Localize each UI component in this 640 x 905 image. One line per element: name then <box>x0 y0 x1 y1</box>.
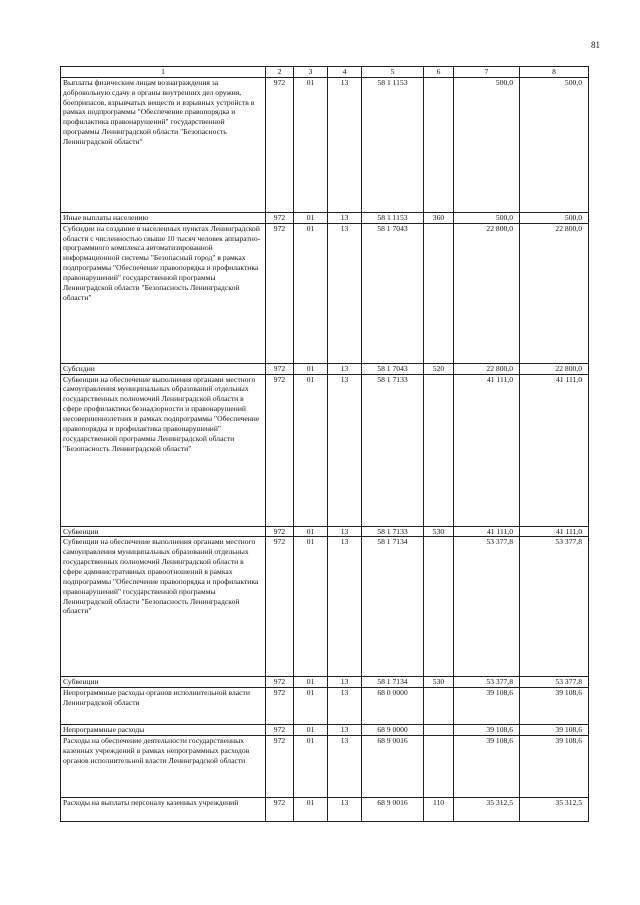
header-col-3: 3 <box>294 67 328 78</box>
row-target-article: 68 9 0016 <box>362 736 424 798</box>
row-expense-type: 360 <box>424 212 454 223</box>
row-ministry-code: 972 <box>266 223 294 363</box>
row-description: Субвенции <box>61 677 266 688</box>
row-amount-1: 22 800,0 <box>454 223 520 363</box>
table-row <box>61 526 589 537</box>
header-col-2: 2 <box>266 67 294 78</box>
row-description: Субвенции на обеспечение выполнения органами местного самоуправления муниципальных образований отдельных государственных полномочий Ленинградской области в сфере профилактики безнадзорности и правонарушений несовершеннолетних в рамках подпрограммы "Обеспечение правопорядка и профилактика правонарушений" государственной программы Ленинградской области "Безопасность Ленинградской области" <box>61 374 266 526</box>
row-ministry-code: 972 <box>266 798 294 822</box>
row-description: Выплаты физическим лицам вознаграждения за добровольную сдачу в органы внутренних дел оружия, боеприпасов, взрывчатых веществ и взрывных устройств в рамках подпрограммы "Обеспечение правопорядка и профилактика правонарушений" государственной программы Ленинградской области "Безопасность Ленинградской области" <box>61 77 266 212</box>
row-amount-1: 53 377,8 <box>454 677 520 688</box>
table-row <box>61 223 589 363</box>
page-number: 81 <box>591 40 600 50</box>
row-amount-2: 500,0 <box>520 77 589 212</box>
row-target-article: 58 1 7134 <box>362 677 424 688</box>
table-row <box>61 725 589 736</box>
table-row <box>61 77 589 212</box>
row-subsection-code: 13 <box>328 798 362 822</box>
row-amount-2: 53 377,8 <box>520 537 589 677</box>
row-expense-type <box>424 77 454 212</box>
header-col-1: 1 <box>61 67 266 78</box>
row-expense-type <box>424 725 454 736</box>
table-row <box>61 374 589 526</box>
row-section-code: 01 <box>294 526 328 537</box>
row-ministry-code: 972 <box>266 736 294 798</box>
row-subsection-code: 13 <box>328 212 362 223</box>
row-amount-1: 22 800,0 <box>454 363 520 374</box>
row-subsection-code: 13 <box>328 725 362 736</box>
row-expense-type <box>424 537 454 677</box>
budget-table <box>60 66 589 822</box>
row-section-code: 01 <box>294 688 328 725</box>
row-subsection-code: 13 <box>328 77 362 212</box>
row-amount-2: 35 312,5 <box>520 798 589 822</box>
row-subsection-code: 13 <box>328 363 362 374</box>
row-amount-2: 39 108,6 <box>520 736 589 798</box>
row-amount-1: 500,0 <box>454 212 520 223</box>
row-ministry-code: 972 <box>266 725 294 736</box>
table-row <box>61 363 589 374</box>
row-description: Расходы на обеспечение деятельности государственных казенных учреждений в рамках непрограммных расходов органов исполнительной власти Ленинградской области <box>61 736 266 798</box>
row-subsection-code: 13 <box>328 374 362 526</box>
row-amount-1: 39 108,6 <box>454 688 520 725</box>
row-section-code: 01 <box>294 537 328 677</box>
row-target-article: 58 1 1153 <box>362 77 424 212</box>
row-ministry-code: 972 <box>266 374 294 526</box>
row-expense-type: 530 <box>424 526 454 537</box>
row-amount-1: 35 312,5 <box>454 798 520 822</box>
row-subsection-code: 13 <box>328 688 362 725</box>
row-description: Субвенции <box>61 526 266 537</box>
table-row <box>61 736 589 798</box>
row-amount-1: 500,0 <box>454 77 520 212</box>
row-subsection-code: 13 <box>328 677 362 688</box>
row-expense-type: 520 <box>424 363 454 374</box>
row-target-article: 58 1 7133 <box>362 526 424 537</box>
row-expense-type <box>424 688 454 725</box>
row-target-article: 58 1 1153 <box>362 212 424 223</box>
row-description: Субсидии <box>61 363 266 374</box>
row-section-code: 01 <box>294 736 328 798</box>
row-description: Субвенции на обеспечение выполнения органами местного самоуправления муниципальных образований отдельных государственных полномочий Ленинградской области в сфере административных правоотношений в рамках подпрограммы "Обеспечение правопорядка и профилактика правонарушений" государственной программы Ленинградской области "Безопасность Ленинградской области" <box>61 537 266 677</box>
row-subsection-code: 13 <box>328 526 362 537</box>
row-target-article: 58 1 7134 <box>362 537 424 677</box>
row-amount-1: 41 111,0 <box>454 526 520 537</box>
row-amount-2: 53 377,8 <box>520 677 589 688</box>
row-amount-2: 22 800,0 <box>520 223 589 363</box>
table-row <box>61 798 589 822</box>
row-section-code: 01 <box>294 363 328 374</box>
row-amount-2: 39 108,6 <box>520 688 589 725</box>
table-row <box>61 537 589 677</box>
row-expense-type <box>424 736 454 798</box>
row-target-article: 68 0 0000 <box>362 688 424 725</box>
row-expense-type: 110 <box>424 798 454 822</box>
table-row <box>61 688 589 725</box>
row-subsection-code: 13 <box>328 736 362 798</box>
row-target-article: 58 1 7043 <box>362 363 424 374</box>
row-amount-1: 53 377,8 <box>454 537 520 677</box>
row-amount-2: 39 108,6 <box>520 725 589 736</box>
row-expense-type <box>424 223 454 363</box>
table-row <box>61 677 589 688</box>
row-subsection-code: 13 <box>328 223 362 363</box>
row-amount-1: 41 111,0 <box>454 374 520 526</box>
row-ministry-code: 972 <box>266 526 294 537</box>
row-section-code: 01 <box>294 677 328 688</box>
table-row <box>61 212 589 223</box>
row-section-code: 01 <box>294 374 328 526</box>
row-section-code: 01 <box>294 725 328 736</box>
row-amount-2: 22 800,0 <box>520 363 589 374</box>
row-ministry-code: 972 <box>266 363 294 374</box>
row-target-article: 68 9 0016 <box>362 798 424 822</box>
row-ministry-code: 972 <box>266 688 294 725</box>
row-description: Расходы на выплаты персоналу казенных учреждений <box>61 798 266 822</box>
row-target-article: 58 1 7133 <box>362 374 424 526</box>
row-amount-2: 41 111,0 <box>520 374 589 526</box>
row-amount-2: 41 111,0 <box>520 526 589 537</box>
row-section-code: 01 <box>294 77 328 212</box>
row-amount-2: 500,0 <box>520 212 589 223</box>
row-section-code: 01 <box>294 212 328 223</box>
row-description: Иные выплаты населению <box>61 212 266 223</box>
row-subsection-code: 13 <box>328 537 362 677</box>
row-target-article: 68 9 0000 <box>362 725 424 736</box>
row-description: Непрограммные расходы органов исполнительной власти Ленинградской области <box>61 688 266 725</box>
row-section-code: 01 <box>294 798 328 822</box>
row-amount-1: 39 108,6 <box>454 725 520 736</box>
row-ministry-code: 972 <box>266 212 294 223</box>
row-target-article: 58 1 7043 <box>362 223 424 363</box>
row-ministry-code: 972 <box>266 537 294 677</box>
header-col-8: 8 <box>520 67 589 78</box>
row-section-code: 01 <box>294 223 328 363</box>
row-expense-type <box>424 374 454 526</box>
header-col-5: 5 <box>362 67 424 78</box>
header-col-4: 4 <box>328 67 362 78</box>
header-row <box>61 67 589 78</box>
row-ministry-code: 972 <box>266 677 294 688</box>
row-description: Непрограммные расходы <box>61 725 266 736</box>
row-ministry-code: 972 <box>266 77 294 212</box>
row-expense-type: 530 <box>424 677 454 688</box>
header-col-7: 7 <box>454 67 520 78</box>
row-amount-1: 39 108,6 <box>454 736 520 798</box>
header-col-6: 6 <box>424 67 454 78</box>
row-description: Субсидии на создание в населенных пунктах Ленинградской области с численностью свыше 10 тысяч человек аппаратно-программного комплекса автоматизированной информационной системы "Безопасный город" в рамках подпрограммы "Обеспечение правопорядка и профилактика правонарушений" государственной программы Ленинградской области "Безопасность Ленинградской области" <box>61 223 266 363</box>
